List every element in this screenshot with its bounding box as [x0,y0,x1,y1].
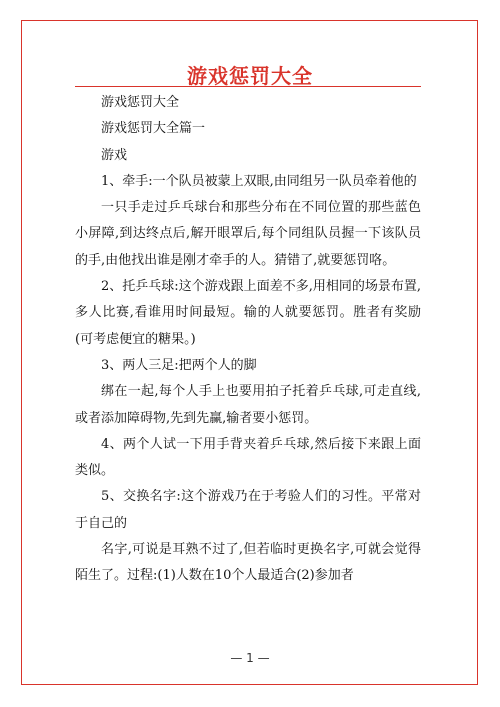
document-body [75,90,421,590]
paragraph: 3、两人三足:把两个人的脚 [101,357,257,373]
title-underline [75,86,421,87]
paragraph: 一只手走过乒乓球台和那些分布在不同位置的那些蓝色小屏障,到达终点后,解开眼罩后,每个同组队员握一下该队员的手,由他找出谁是刚才牵手的人。猜错了,就要惩罚咯。 [75,200,421,268]
paragraph: 1、牵手:一个队员被蒙上双眼,由同组另一队员牵着他的 [101,173,417,189]
page-number: — 1 — [230,651,270,665]
paragraph: 绑在一起,每个人手上也要用拍子托着乒乓球,可走直线,或者添加障碍物,先到先赢,输者要小惩罚。 [75,384,421,426]
paragraph: 4、两个人试一下用手背夹着乒乓球,然后接下来跟上面类似。 [75,436,421,479]
document-title: 游戏惩罚大全 [187,64,313,88]
paragraph: 名字,可说是耳熟不过了,但若临时更换名字,可就会觉得陌生了。过程:(1)人数在10个人最适合(2)参加者 [75,542,421,584]
paragraph: 游戏惩罚大全 [101,95,180,110]
paragraph: 5、交换名字:这个游戏乃在于考验人们的习性。平常对于自己的 [75,489,421,531]
paragraph: 游戏惩罚大全篇一 [101,121,206,137]
paragraph: 游戏 [101,147,128,163]
paragraph: 2、托乒乓球:这个游戏跟上面差不多,用相同的场景布置,多人比赛,看谁用时间最短。输的人就要惩罚。胜者有奖励(可考虑便宜的糖果。) [75,279,421,347]
